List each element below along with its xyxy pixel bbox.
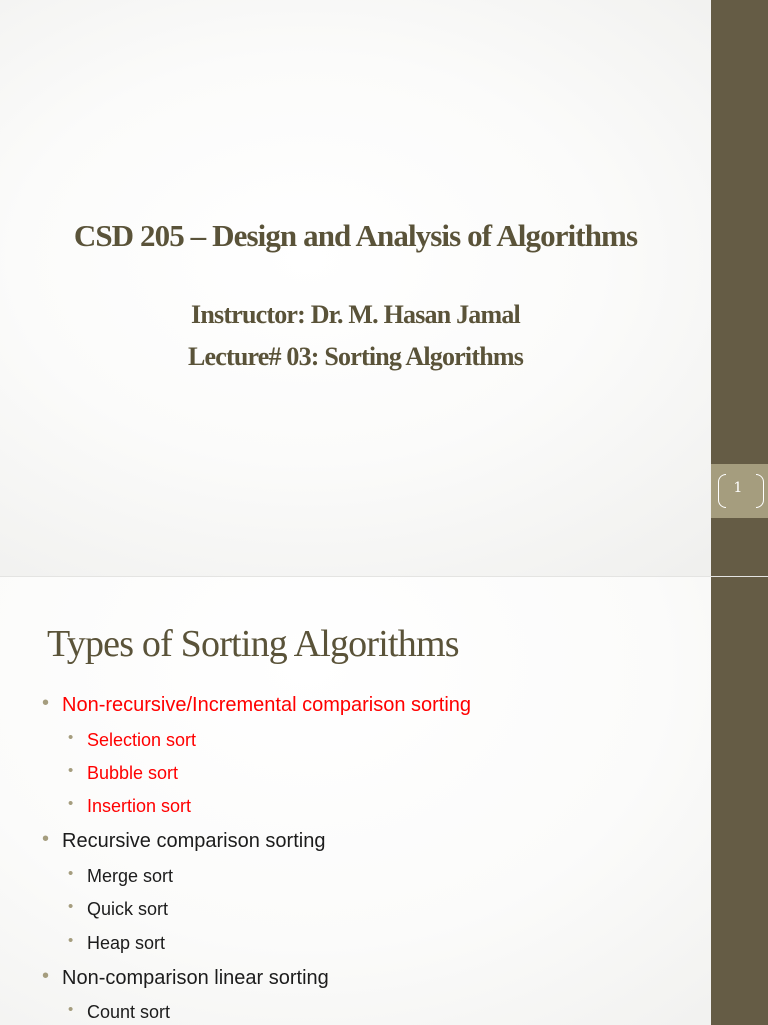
slide-heading: Types of Sorting Algorithms: [47, 623, 459, 665]
sidebar-accent: [711, 577, 768, 1025]
page-number: 1: [733, 480, 743, 496]
bullet-dot-icon: •: [68, 729, 74, 746]
bullet-dot-icon: •: [42, 828, 50, 850]
bracket-right-icon: [756, 474, 764, 508]
bullet-dot-icon: •: [68, 795, 74, 812]
lecture-line: Lecture# 03: Sorting Algorithms: [187, 342, 524, 371]
bullet-dot-icon: •: [68, 932, 74, 949]
bullet-list: • Non-recursive/Incremental comparison sorting • Selection sort • Bubble sort • Insertion sort • Recursive comparison sorting • Merge sort • Quick sort • Heap sort • Non-comparison linear sorting • Count sort: [42, 692, 472, 1022]
instructor-line: Instructor: Dr. M. Hasan Jamal: [191, 300, 520, 329]
bullet-dot-icon: •: [42, 965, 50, 987]
bullet-dot-icon: •: [68, 762, 74, 779]
bullet-dot-icon: •: [42, 692, 50, 714]
content-slide: [0, 576, 768, 1025]
slide-title: CSD 205 – Design and Analysis of Algorithms: [73, 218, 638, 253]
bullet-dot-icon: •: [68, 865, 74, 882]
bullet-dot-icon: •: [68, 898, 74, 915]
bullet-dot-icon: •: [68, 1001, 74, 1018]
page-number-badge: [711, 464, 768, 518]
